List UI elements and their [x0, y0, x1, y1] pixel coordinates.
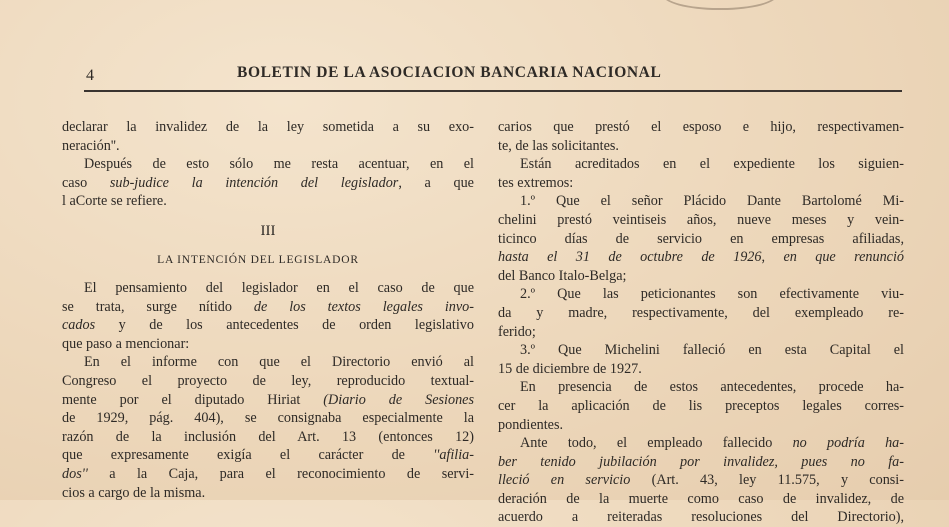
paragraph — [62, 118, 474, 155]
text-line: chelini prestó veintiseis años, nueve meses y vein- — [498, 211, 904, 228]
text-line: l aCorte se refiere. — [62, 193, 167, 210]
text-line: cer la aplicación de lis preceptos legales corres- — [498, 397, 904, 414]
text-line: hasta el 31 de octubre de 1926, en que renunció — [498, 249, 905, 266]
text-line: En presencia de estos antecedentes, procede ha- — [520, 379, 904, 396]
text-line: 15 de diciembre de 1927. — [498, 360, 642, 377]
text-line: El pensamiento del legislador en el caso de que — [84, 279, 474, 296]
text-line: de 1929, pág. 404), se consignaba especialmente la — [62, 410, 474, 427]
left-column — [62, 118, 474, 502]
text-line: Están acreditados en el expediente los siguien- — [520, 156, 904, 173]
text-line: da y madre, respectivamente, del exempleado re- — [498, 304, 904, 321]
text-line: 3.º Que Michelini falleció en esta Capital el — [520, 342, 904, 359]
text-line: caso sub-judice la intención del legislador, a que — [62, 174, 474, 191]
text-line: Ante todo, el empleado fallecido no podría ha- — [520, 435, 904, 452]
text-line: que paso a mencionar: — [62, 335, 190, 352]
text-line: mente por el diputado Hiriat (Diario de Sesiones — [62, 391, 474, 408]
right-column — [498, 118, 904, 527]
paragraph — [498, 155, 904, 192]
text-line: declarar la invalidez de la ley sometida a su exo- — [62, 119, 474, 135]
paragraph — [498, 434, 904, 527]
running-title: BOLETIN DE LA ASOCIACION BANCARIA NACIONAL — [237, 64, 662, 81]
text-line: Después de esto sólo me resta acentuar, en el — [84, 156, 474, 173]
text-line: acuerdo a reiteradas resoluciones del Directorio), — [498, 509, 904, 526]
text-line: 1.º Que el señor Plácido Dante Bartolomé Mi- — [520, 193, 904, 210]
text-line: cios a cargo de la misma. — [62, 484, 206, 501]
text-line: tes extremos: — [498, 174, 574, 191]
text-line: pondientes. — [498, 416, 564, 433]
text-line: dos'' a la Caja, para el reconocimiento de servi- — [62, 465, 474, 482]
text-line: neración''. — [62, 137, 120, 154]
text-line: se trata, surge nítido de los textos legales invo- — [62, 298, 474, 315]
text-line: cados y de los antecedentes de orden legislativo — [62, 317, 474, 334]
text-line: carios que prestó el esposo e hijo, respectivamen- — [498, 119, 904, 135]
paragraph — [62, 155, 474, 211]
running-header — [0, 60, 949, 90]
text-line: lleció en servicio (Art. 43, ley 11.575, y consi- — [498, 472, 904, 489]
paragraph — [498, 118, 904, 155]
text-line: deración de la muerte como caso de invalidez, de — [498, 490, 904, 507]
text-line: te, de las solicitantes. — [498, 137, 619, 154]
text-line: que expresamente exigía el carácter de ''afilia- — [62, 447, 474, 464]
paragraph — [498, 378, 904, 434]
stamp-mark — [662, 0, 778, 10]
section-number: III — [260, 222, 276, 239]
section-title: LA INTENCIÓN DEL LEGISLADOR — [157, 253, 359, 266]
text-line: En el informe con que el Directorio envió al — [84, 354, 474, 371]
list-item — [498, 192, 904, 285]
list-item — [498, 341, 904, 378]
text-line: ber tenido jubilación por invalidez, pues no fa- — [498, 453, 904, 470]
page-number: 4 — [86, 67, 94, 84]
text-line: ticinco días de servicio en empresas afiliadas, — [498, 230, 904, 247]
list-item — [498, 285, 904, 341]
text-line: 2.º Que las peticionantes son efectivamente viu- — [520, 286, 904, 303]
header-rule — [84, 90, 902, 92]
text-line: ferido; — [498, 323, 536, 340]
text-line: Congreso el proyecto de ley, reproducido textual- — [62, 372, 474, 389]
paragraph — [62, 279, 474, 353]
paragraph — [62, 353, 474, 502]
text-line: razón de la inclusión del Art. 13 (entonces 12) — [62, 428, 474, 445]
text-line: del Banco Italo-Belga; — [498, 267, 627, 284]
